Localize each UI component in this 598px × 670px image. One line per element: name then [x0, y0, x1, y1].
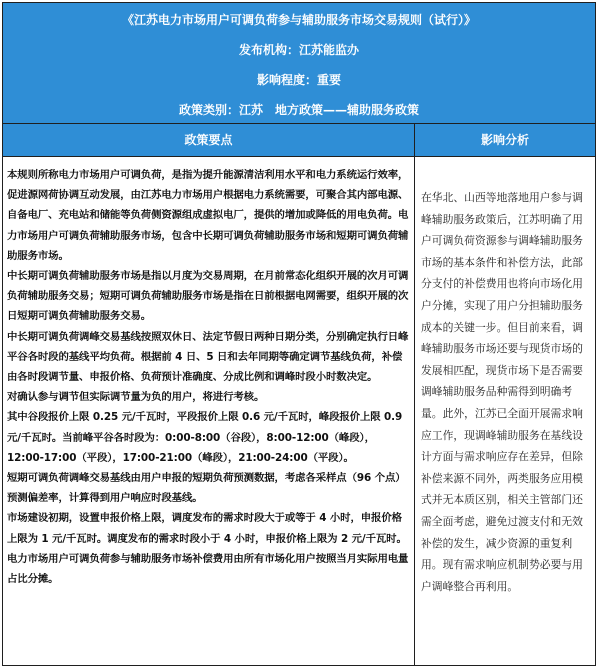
- column-header-impact-analysis: 影响分析: [480, 133, 529, 147]
- column-header-policy-points: 政策要点: [3, 124, 415, 156]
- policy-category: 政策类别：江苏 地方政策——辅助服务政策: [178, 103, 419, 117]
- policy-header-banner: [3, 3, 595, 123]
- policy-paragraph: 其中谷段报价上限 0.25 元/千瓦时，平段报价上限 0.6 元/千瓦时，峰段报价上限 0.9 元/千瓦时。当前峰平谷各时段为：0:00-8:00（谷段），8:00-12:00（峰段），12:00-17:00（平段），17:00-21:00（峰段），21:00-24:00（平段）。: [7, 411, 403, 464]
- impact-level: 影响程度：重要: [256, 73, 341, 87]
- issuing-agency: 发布机构：江苏能监办: [238, 43, 359, 57]
- policy-paragraph: 市场建设初期，设置申报价格上限，调度发布的需求时段大于或等于 4 小时，申报价格上限为 1 元/千瓦时。调度发布的需求时段小于 4 小时，申报价格上限为 2 元/千瓦时。: [7, 512, 407, 545]
- policy-points-cell: [3, 157, 415, 665]
- policy-paragraph: 对确认参与调节但实际调节量为负的用户，将进行考核。: [7, 391, 265, 404]
- table-header-row: [3, 123, 595, 156]
- impact-analysis-cell: 在华北、山西等地落地用户参与调峰辅助服务政策后，江苏明确了用户可调负荷资源参与调峰辅助服务市场的基本条件和补偿方法，此部分支付的补偿费用也将向市场化用户分摊，实现了用户分担辅助服务成本的关键一步。但目前来看，调峰辅助服务市场还要与现货市场的发展相匹配，现货市场下是否需要调峰辅助服务品种需得到明确考量。此外，江苏已全面开展需求响应工作，现调峰辅助服务在基线设计方面与需求响应存在差异，但除补偿来源不同外，两类服务应用模式并无本质区别，相关主管部门还需全面考虑，避免过渡支付和无效补偿的发生，减少资源的重复利用。现有需求响应机制势必要与用户调峰整合再利用。: [421, 191, 583, 593]
- policy-paragraph: 短期可调负荷调峰交易基线由用户申报的短期负荷预测数据，考虑各采样点（96 个点）预测偏差率，计算得到用户响应时段基线。: [7, 472, 406, 505]
- policy-paragraph: 中长期可调负荷调峰交易基线按照双休日、法定节假日两种日期分类，分别确定执行日峰平谷各时段的基线平均负荷。根据前 4 日、5 日和去年同期等确定调节基线负荷，补偿由各时段调节量、申报价格、负荷预计准确度、分成比例和调峰时段小时数决定。: [7, 330, 409, 384]
- policy-document: [2, 2, 596, 666]
- policy-paragraph: 电力市场用户可调负荷参与辅助服务市场补偿费用由所有市场化用户按照当月实际用电量占比分摊。: [7, 552, 409, 586]
- policy-paragraph: 本规则所称电力市场用户可调负荷，是指为提升能源清洁利用水平和电力系统运行效率，促进源网荷协调互动发展，由江苏电力市场用户根据电力系统需要，可聚合其内部电源、自备电厂、充电站和储能等负荷侧资源组成虚拟电厂，提供的增加或降低的用电负荷。电力市场用户可调负荷辅助服务市场，包含中长期可调负荷辅助服务市场和短期可调负荷辅助服务市场。: [7, 169, 409, 262]
- policy-paragraph: 中长期可调负荷辅助服务市场是指以月度为交易周期，在月前常态化组织开展的次月可调负荷辅助服务交易；短期可调负荷辅助服务市场是指在日前根据电网需要，组织开展的次日短期可调负荷辅助服务交易。: [7, 270, 409, 323]
- table-body-row: [3, 156, 595, 665]
- policy-title: 《江苏电力市场用户可调负荷参与辅助服务市场交易规则（试行）》: [121, 13, 476, 27]
